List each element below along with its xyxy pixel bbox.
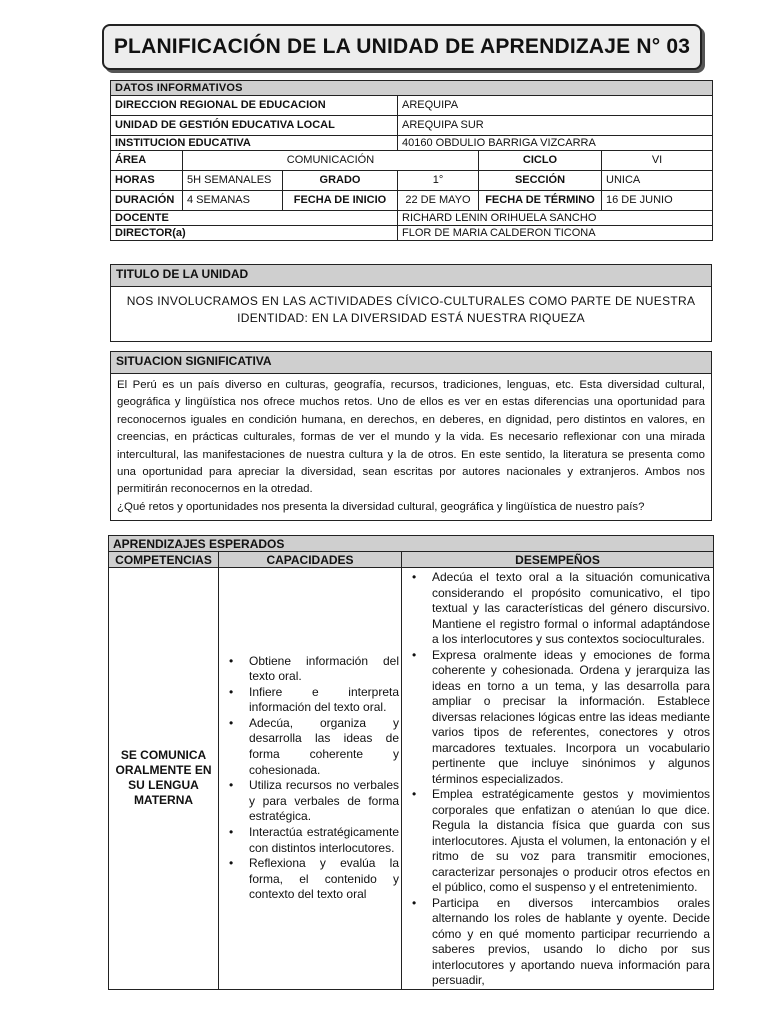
titulo-line-1: NOS INVOLUCRAMOS EN LAS ACTIVIDADES CÍVICO-CULTURALES COMO PARTE DE NUESTRA <box>126 294 696 308</box>
fecha-termino-label: FECHA DE TÉRMINO <box>479 191 602 211</box>
aprendizajes-header: APRENDIZAJES ESPERADOS <box>109 536 714 552</box>
ciclo-label: CICLO <box>479 151 602 171</box>
page-title: PLANIFICACIÓN DE LA UNIDAD DE APRENDIZAJE N° 03 <box>102 24 702 70</box>
area-value: COMUNICACIÓN <box>183 151 479 171</box>
grado-label: GRADO <box>283 171 398 191</box>
fecha-inicio-value: 22 DE MAYO <box>398 191 479 211</box>
info-value-dre: AREQUIPA <box>398 96 713 116</box>
situacion-question: ¿Qué retos y oportunidades nos presenta la diversidad cultural, geográfica y lingüística de nuestro país? <box>117 500 645 513</box>
desempenos-cell <box>402 568 714 990</box>
competencia-cell: SE COMUNICA ORALMENTE EN SU LENGUA MATERNA <box>109 568 219 990</box>
horas-label: HORAS <box>111 171 183 191</box>
list-item: • Interactúa estratégicamente con distintos interlocutores. <box>223 825 399 856</box>
titulo-header: TITULO DE LA UNIDAD <box>111 265 711 287</box>
info-label-ie: INSTITUCION EDUCATIVA <box>111 136 398 151</box>
info-label-dre: DIRECCION REGIONAL DE EDUCACION <box>111 96 398 116</box>
list-item: • Infiere e interpreta información del texto oral. <box>223 685 399 716</box>
list-item: • Utiliza recursos no verbales y para verbales de forma estratégica. <box>223 778 399 825</box>
info-value-ugel: AREQUIPA SUR <box>398 116 713 136</box>
titulo-text <box>111 287 711 327</box>
list-item: • Emplea estratégicamente gestos y movimientos corporales que enfatizan o atenúan lo que dice. Regula la distancia física que guarda con sus interlocutores. Ajusta el volumen, la entonación y el ritmo de su voz para transmitir emociones, caracterizar personajes o producir otros efectos en el público, como el suspenso y el entretenimiento. <box>406 787 710 896</box>
grado-value: 1° <box>398 171 479 191</box>
col-desempenos: DESEMPEÑOS <box>402 552 714 568</box>
capacidades-list <box>223 654 399 904</box>
director-value: FLOR DE MARIA CALDERON TICONA <box>398 226 713 241</box>
ciclo-value: VI <box>602 151 713 171</box>
desempenos-list <box>406 570 710 989</box>
info-label-ugel: UNIDAD DE GESTIÓN EDUCATIVA LOCAL <box>111 116 398 136</box>
info-table <box>110 80 713 241</box>
list-item: • Adecúa el texto oral a la situación comunicativa considerando el propósito comunicativo, el tipo textual y las características del género discursivo. Mantiene el registro formal o informal adaptándose a los interlocutores y sus contextos socioculturales. <box>406 570 710 648</box>
info-value-ie: 40160 OBDULIO BARRIGA VIZCARRA <box>398 136 713 151</box>
list-item: • Adecúa, organiza y desarrolla las ideas de forma coherente y cohesionada. <box>223 716 399 778</box>
list-item: • Expresa oralmente ideas y emociones de forma coherente y cohesionada. Ordena y jerarquiza las ideas en torno a un tema, y las desarrolla para ampliar o precisar la información. Establece diversas relaciones lógicas entre las ideas mediante varios tipos de referentes, conectores y otros marcadores textuales. Incorpora un vocabulario pertinente que incluye sinónimos y algunos términos especializados. <box>406 648 710 788</box>
list-item: • Reflexiona y evalúa la forma, el contenido y contexto del texto oral <box>223 856 399 903</box>
aprendizajes-table <box>108 535 714 990</box>
list-item: • Obtiene información del texto oral. <box>223 654 399 685</box>
duracion-value: 4 SEMANAS <box>183 191 283 211</box>
area-label: ÁREA <box>111 151 183 171</box>
titulo-line-2: IDENTIDAD: EN LA DIVERSIDAD ESTÁ NUESTRA RIQUEZA <box>237 311 585 325</box>
seccion-label: SECCIÓN <box>479 171 602 191</box>
situacion-paragraph: El Perú es un país diverso en culturas, geografía, recursos, tradiciones, lenguas, etc. Esta diversidad cultural, geográfica y lingüística nos ofrece muchos retos. Uno de ellos es ver en estas diferencias una oportunidad para reconocernos iguales en condición humana, en derechos, en deberes, en dignidad, pero distintos en valores, en creencias, en prácticas culturales, formas de ver el mundo y la vida. Es necesario reflexionar con una mirada intercultural, las manifestaciones de nuestra cultura y la de otros. En este sentido, la literatura se presenta como una oportunidad para apreciar la diversidad, sean escritas por autores nacionales y extranjeros. Ambos nos permitirán reconocernos en la otredad. <box>117 379 705 496</box>
list-item: • Participa en diversos intercambios orales alternando los roles de hablante y oyente. Decide cómo y en qué momento participar recurriendo a saberes previos, usando lo dicho por sus interlocutores y aportando nueva información para persuadir, <box>406 896 710 989</box>
capacidades-cell <box>219 568 402 990</box>
situacion-section <box>110 351 712 521</box>
titulo-section <box>110 264 712 342</box>
duracion-label: DURACIÓN <box>111 191 183 211</box>
horas-value: 5H SEMANALES <box>183 171 283 191</box>
info-header: DATOS INFORMATIVOS <box>111 81 713 96</box>
fecha-inicio-label: FECHA DE INICIO <box>283 191 398 211</box>
docente-value: RICHARD LENIN ORIHUELA SANCHO <box>398 211 713 226</box>
situacion-body <box>111 374 711 516</box>
situacion-header: SITUACION SIGNIFICATIVA <box>111 352 711 374</box>
col-capacidades: CAPACIDADES <box>219 552 402 568</box>
fecha-termino-value: 16 DE JUNIO <box>602 191 713 211</box>
seccion-value: UNICA <box>602 171 713 191</box>
director-label: DIRECTOR(a) <box>111 226 398 241</box>
docente-label: DOCENTE <box>111 211 398 226</box>
col-competencias: COMPETENCIAS <box>109 552 219 568</box>
